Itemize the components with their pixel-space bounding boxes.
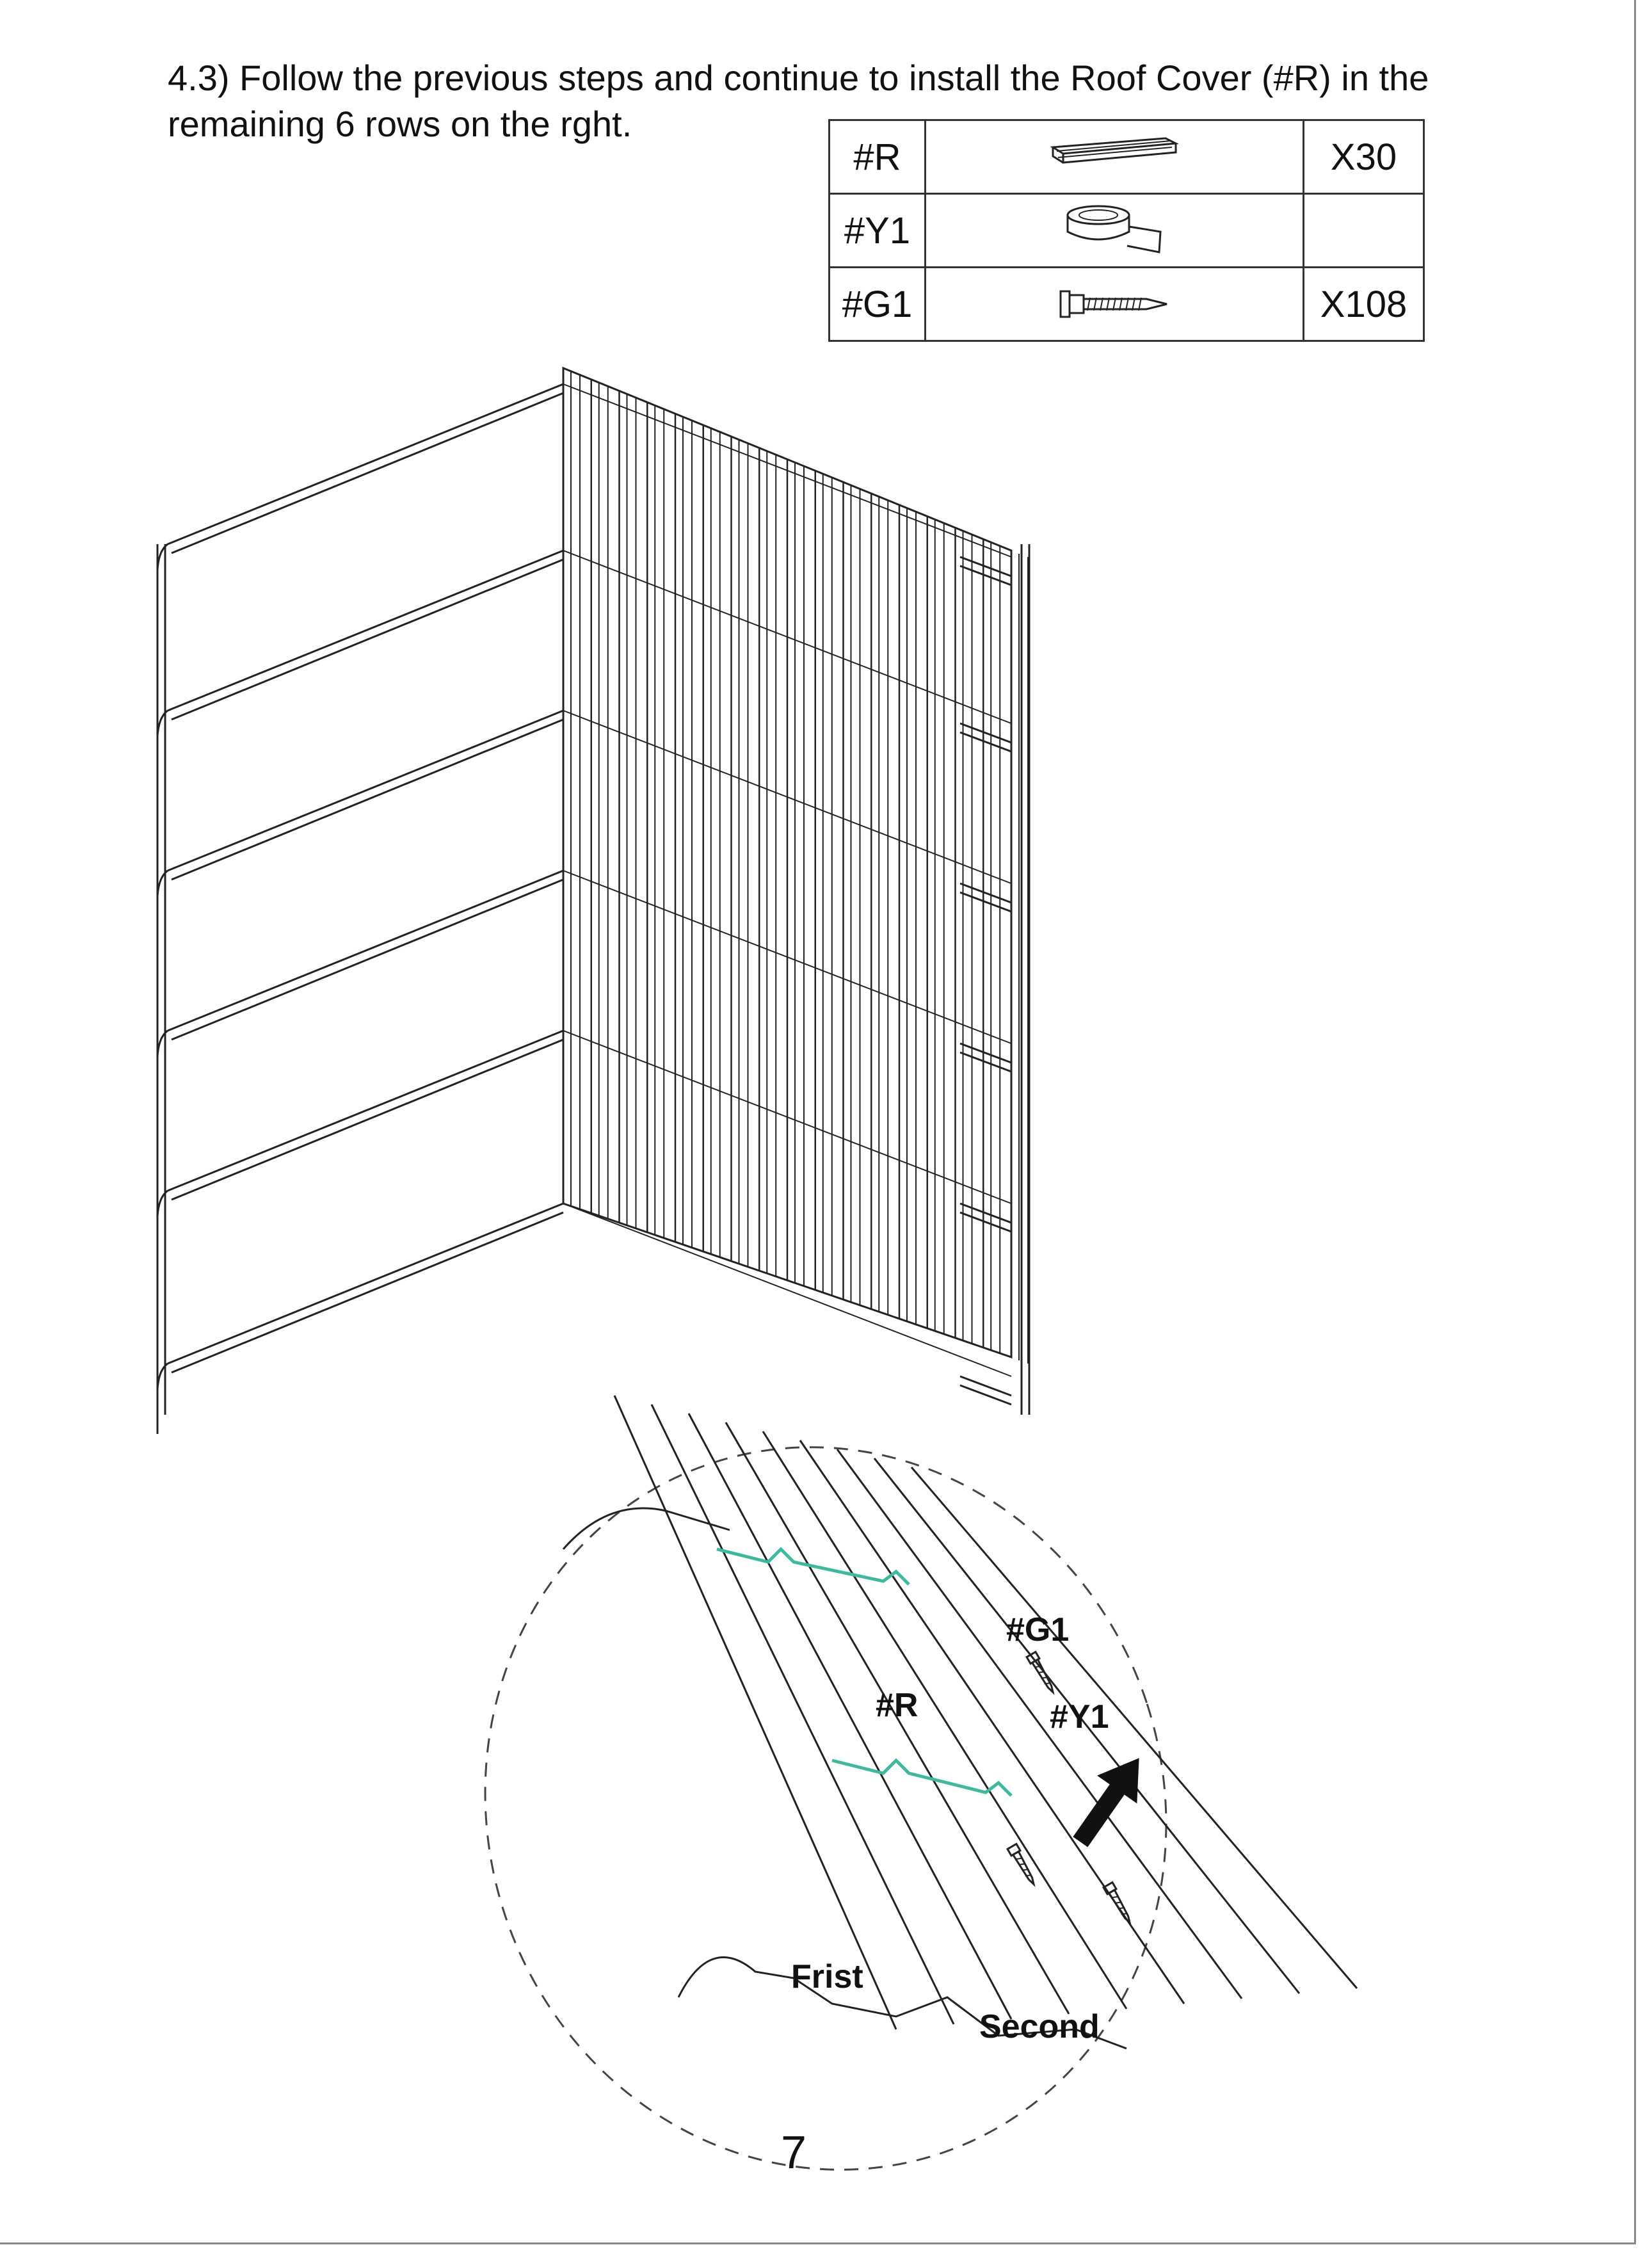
instruction-text: 4.3) Follow the previous steps and continue to install the Roof Cover (#R) in the remaining 6 rows on the rght. [168,58,1429,144]
callout-first-panel: Frist [791,1958,863,1995]
part-code: #G1 [830,268,926,341]
detail-boundary [392,1358,1259,2254]
callout-second-panel: Second [979,2008,1100,2045]
tape-strip [717,1549,909,1584]
part-quantity: X30 [1304,120,1424,194]
detail-panel-rib [689,1413,1011,2019]
part-code: #Y1 [830,194,926,268]
callout-g1: #G1 [1006,1611,1070,1648]
screw-icon [1007,1844,1038,1887]
install-direction-arrow [1061,1744,1159,1856]
detail-panel-rib [614,1396,896,2029]
callout-r: #R [876,1687,918,1724]
screw-icon [1027,1652,1057,1695]
page-number: 7 [781,2127,807,2178]
screw-icon [1103,1882,1134,1925]
part-code: #R [830,120,926,194]
tape-strip [832,1760,1011,1796]
detail-panel-rib [911,1467,1357,1988]
callout-y1: #Y1 [1050,1698,1109,1735]
part-quantity: X108 [1304,268,1424,341]
